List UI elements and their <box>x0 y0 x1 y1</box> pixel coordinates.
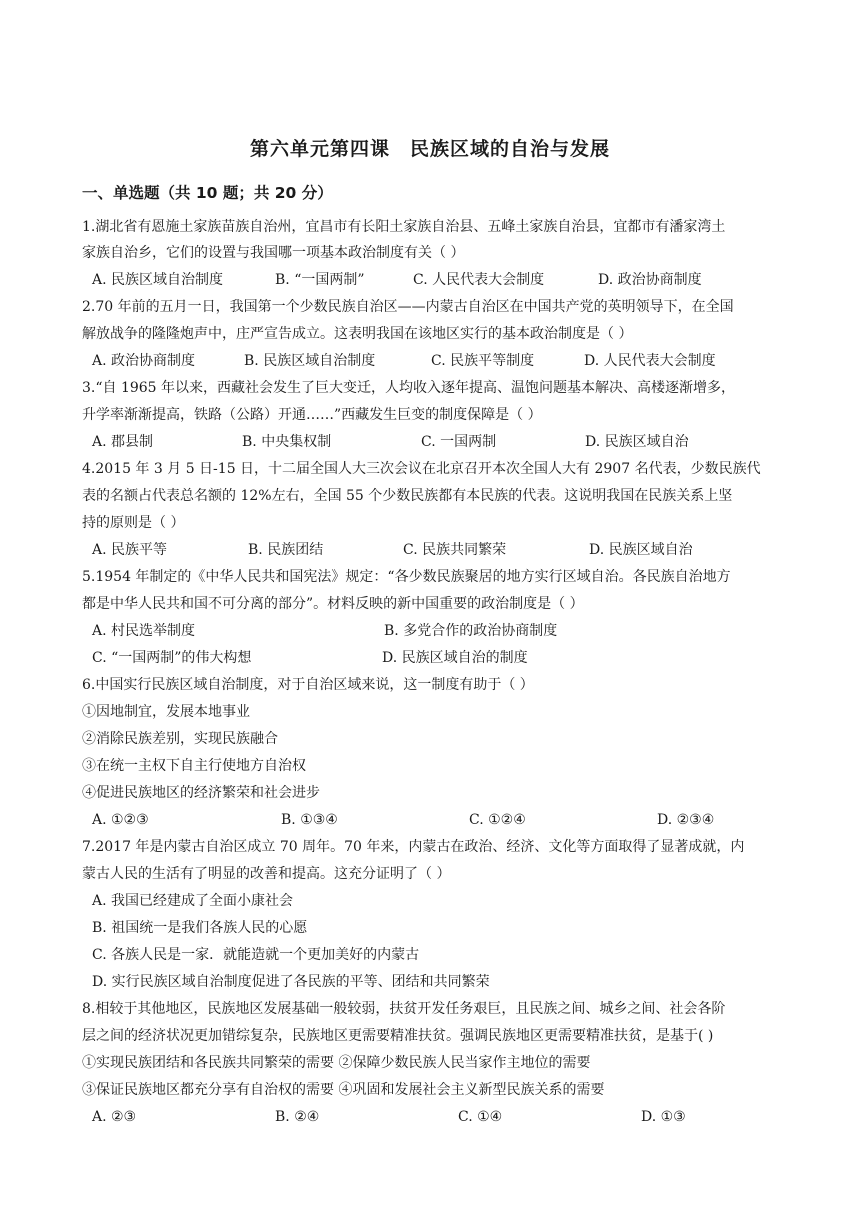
question-5-option-b[interactable]: B. 多党合作的政治协商制度 <box>384 623 558 639</box>
question-6-statement-2: ②消除民族差别，实现民族融合 <box>82 731 278 747</box>
question-2-option-b[interactable]: B. 民族区域自治制度 <box>244 353 376 369</box>
question-3-text-line-1: 3.“自 1965 年以来，西藏社会发生了巨大变迁，人均收入逐年提高、温饱问题基本解决、高楼逐渐增多， <box>82 380 736 396</box>
question-2-option-a[interactable]: A. 政治协商制度 <box>92 353 196 369</box>
question-6-statement-1: ①因地制宜，发展本地事业 <box>82 704 250 720</box>
question-6-option-c[interactable]: C. ①②④ <box>469 812 526 828</box>
question-1-option-c[interactable]: C. 人民代表大会制度 <box>413 272 545 288</box>
question-1-option-a[interactable]: A. 民族区域自治制度 <box>92 272 224 288</box>
question-8-option-c[interactable]: C. ①④ <box>458 1109 503 1125</box>
question-4-option-b[interactable]: B. 民族团结 <box>248 542 324 558</box>
question-3-option-d[interactable]: D. 民族区域自治 <box>585 434 689 450</box>
question-1-option-b[interactable]: B. “一国两制” <box>275 272 365 288</box>
question-4-option-a[interactable]: A. 民族平等 <box>92 542 168 558</box>
question-7-option-d[interactable]: D. 实行民族区域自治制度促进了各民族的平等、团结和共同繁荣 <box>92 974 490 990</box>
question-8-option-b[interactable]: B. ②④ <box>275 1109 320 1125</box>
question-7-text-line-1: 7.2017 年是内蒙古自治区成立 70 周年。70 年来，内蒙古在政治、经济、文化等方面取得了显著成就，内 <box>82 839 745 855</box>
question-4-option-d[interactable]: D. 民族区域自治 <box>589 542 693 558</box>
question-7-option-c[interactable]: C. 各族人民是一家．就能造就一个更加美好的内蒙古 <box>92 947 420 963</box>
question-3-option-c[interactable]: C. 一国两制 <box>421 434 497 450</box>
question-4-option-c[interactable]: C. 民族共同繁荣 <box>403 542 507 558</box>
question-7-option-a[interactable]: A. 我国已经建成了全面小康社会 <box>92 893 294 909</box>
question-6-statement-3: ③在统一主权下自主行使地方自治权 <box>82 758 306 774</box>
question-1-text-line-2: 家族自治乡，它们的设置与我国哪一项基本政治制度有关（ ） <box>82 245 465 261</box>
question-4-text-line-1: 4.2015 年 3 月 5 日-15 日，十二届全国人大三次会议在北京召开本次全国人大有 2907 名代表，少数民族代 <box>82 461 761 477</box>
question-8-option-d[interactable]: D. ①③ <box>641 1109 686 1125</box>
question-6-option-d[interactable]: D. ②③④ <box>657 812 715 828</box>
question-4-text-line-2: 表的名额占代表总名额的 12%左右，全国 55 个少数民族都有本民族的代表。这说明我国在民族关系上坚 <box>82 488 733 504</box>
question-2-text-line-2: 解放战争的隆隆炮声中，庄严宣告成立。这表明我国在该地区实行的基本政治制度是（ ） <box>82 326 633 342</box>
question-5-option-c[interactable]: C. “一国两制”的伟大构想 <box>92 650 252 666</box>
question-8-statements-1-2: ①实现民族团结和各民族共同繁荣的需要 ②保障少数民族人民当家作主地位的需要 <box>82 1055 591 1071</box>
question-3-text-line-2: 升学率渐渐提高，铁路（公路）开通……”西藏发生巨变的制度保障是（ ） <box>82 407 542 423</box>
question-1-text-line-1: 1.湖北省有恩施土家族苗族自治州，宜昌市有长阳土家族自治县、五峰土家族自治县，宜都市有潘家湾土 <box>82 219 726 235</box>
question-5-text-line-1: 5.1954 年制定的《中华人民共和国宪法》规定：“各少数民族聚居的地方实行区域自治。各民族自治地方 <box>82 569 731 585</box>
question-4-text-line-3: 持的原则是（ ） <box>82 515 185 531</box>
question-5-option-d[interactable]: D. 民族区域自治的制度 <box>382 650 528 666</box>
question-6-option-b[interactable]: B. ①③④ <box>281 812 338 828</box>
question-6-text-line-1: 6.中国实行民族区域自治制度，对于自治区域来说，这一制度有助于（ ） <box>82 677 534 693</box>
question-8-text-line-2: 层之间的经济状况更加错综复杂，民族地区更需要精准扶贫。强调民族地区更需要精准扶贫，是基于( ) <box>82 1028 714 1044</box>
question-7-text-line-2: 蒙古人民的生活有了明显的改善和提高。这充分证明了（ ） <box>82 866 451 882</box>
question-3-option-a[interactable]: A. 郡县制 <box>92 434 154 450</box>
question-6-statement-4: ④促进民族地区的经济繁荣和社会进步 <box>82 785 320 801</box>
question-2-option-c[interactable]: C. 民族平等制度 <box>431 353 535 369</box>
question-1-option-d[interactable]: D. 政治协商制度 <box>598 272 702 288</box>
question-8-option-a[interactable]: A. ②③ <box>92 1109 137 1125</box>
question-8-text-line-1: 8.相较于其他地区，民族地区发展基础一般较弱，扶贫开发任务艰巨，且民族之间、城乡之间、社会各阶 <box>82 1001 726 1017</box>
question-5-option-a[interactable]: A. 村民选举制度 <box>92 623 196 639</box>
page-title: 第六单元第四课 民族区域的自治与发展 <box>249 138 610 160</box>
section-heading: 一、单选题（共 10 题；共 20 分） <box>82 184 333 202</box>
question-7-option-b[interactable]: B. 祖国统一是我们各族人民的心愿 <box>92 920 308 936</box>
question-2-option-d[interactable]: D. 人民代表大会制度 <box>584 353 716 369</box>
question-3-option-b[interactable]: B. 中央集权制 <box>242 434 332 450</box>
question-5-text-line-2: 都是中华人民共和国不可分离的部分”。材料反映的新中国重要的政治制度是（ ） <box>82 596 584 612</box>
question-2-text-line-1: 2.70 年前的五月一日，我国第一个少数民族自治区——内蒙古自治区在中国共产党的英明领导下，在全国 <box>82 299 734 315</box>
question-6-option-a[interactable]: A. ①②③ <box>92 812 149 828</box>
question-8-statements-3-4: ③保证民族地区都充分享有自治权的需要 ④巩固和发展社会主义新型民族关系的需要 <box>82 1082 605 1098</box>
